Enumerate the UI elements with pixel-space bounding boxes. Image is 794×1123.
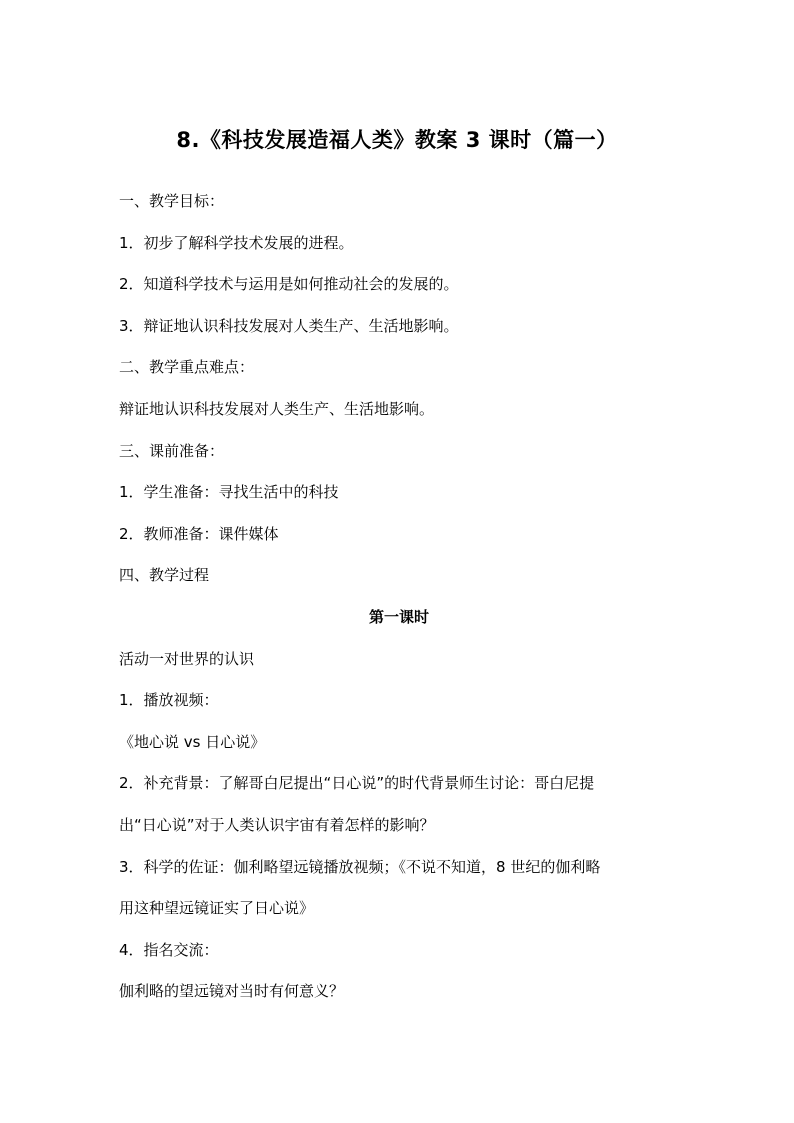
section-heading-process: 四、教学过程 <box>119 566 210 585</box>
discussion-question: 伽利略的望远镜对当时有何意义？ <box>119 982 345 1001</box>
objective-item-3: 3．辩证地认识科技发展对人类生产、生活地影响。 <box>119 316 459 335</box>
section-heading-key-points: 二、教学重点难点： <box>119 358 255 377</box>
section-heading-objectives: 一、教学目标： <box>119 192 225 210</box>
objective-item-2: 2．知道科学技术与运用是如何推动社会的发展的。 <box>119 275 459 294</box>
document-title: 8.《科技发展造福人类》教案 3 课时（篇一） <box>176 128 618 152</box>
activity-heading: 活动一对世界的认识 <box>119 649 255 668</box>
preparation-item-1: 1．学生准备：寻找生活中的科技 <box>119 483 339 502</box>
step-4: 4．指名交流： <box>119 940 219 959</box>
step-3-line-1: 3．科学的佐证：伽利略望远镜播放视频；《不说不知道，8 世纪的伽利略 <box>119 857 601 876</box>
objective-item-1: 1．初步了解科学技术发展的进程。 <box>119 233 354 252</box>
document-body <box>119 181 679 1013</box>
step-2-line-2: 出“日心说”对于人类认识宇宙有着怎样的影响？ <box>119 815 435 834</box>
step-2-line-1: 2．补充背景：了解哥白尼提出“日心说”的时代背景师生讨论：哥白尼提 <box>119 774 595 793</box>
section-heading-preparation: 三、课前准备： <box>119 441 225 460</box>
lesson-heading: 第一课时 <box>368 607 429 626</box>
key-points-text: 辩证地认识科技发展对人类生产、生活地影响。 <box>119 399 435 418</box>
step-1: 1．播放视频： <box>119 691 219 710</box>
preparation-item-2: 2．教师准备：课件媒体 <box>119 524 279 543</box>
step-3-line-2: 用这种望远镜证实了日心说》 <box>119 899 315 918</box>
video-title: 《地心说 vs 日心说》 <box>119 732 266 751</box>
